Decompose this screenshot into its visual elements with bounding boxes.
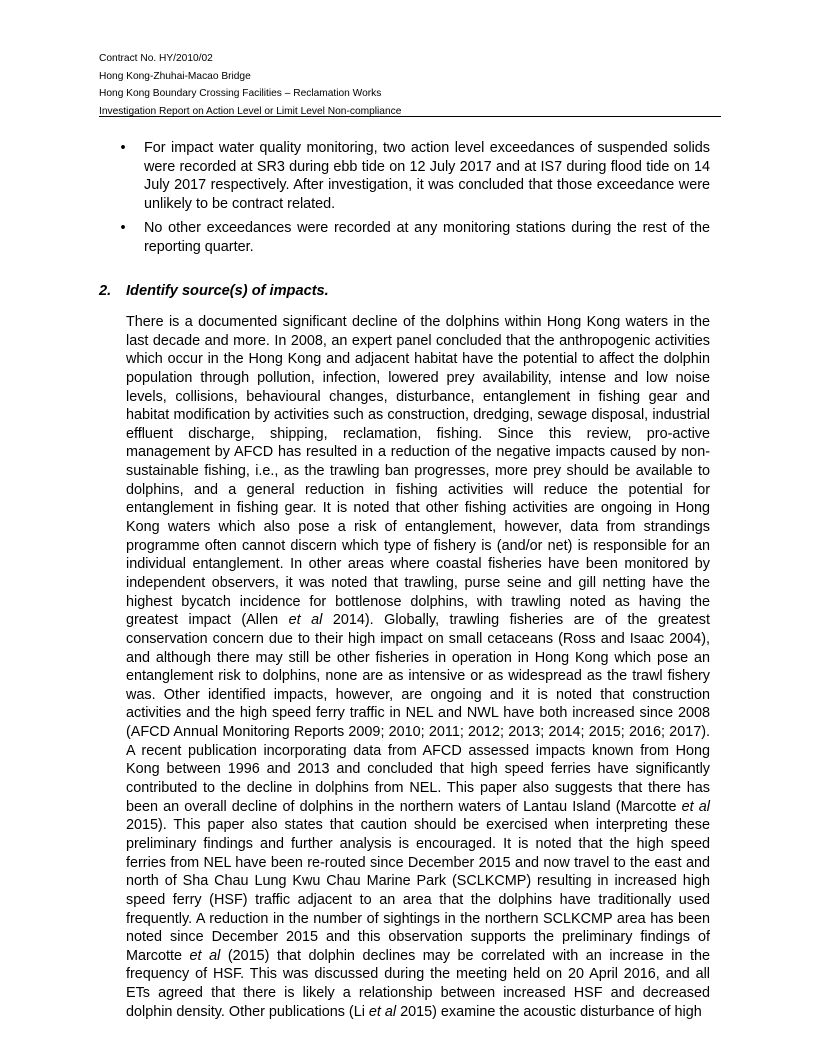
header-works-name: Hong Kong Boundary Crossing Facilities – Reclamation Works [99,88,382,100]
paragraph-line: highest bycatch incidence for bottlenose dolphins, with trawling noted as having the [126,593,710,610]
paragraph-line: independent observers, it was noted that trawling, purse seine and gill netting have the [126,574,710,591]
paragraph-line: which occur in the Hong Kong and adjacent habitat have the potential to affect the dolphin [126,351,710,368]
paragraph-line: management by AFCD has resulted in a reduction of the negative impacts caused by non- [126,444,710,461]
paragraph-line: contributed to the decline in dolphins from NEL. This paper also suggests that there has [126,780,710,797]
bullet-text: For impact water quality monitoring, two action level exceedances of suspended solids were recorded at SR3 during ebb tide on 12 July 2017 and at IS7 during flood tide on 14 July 2017 respectively. After investigation, it was concluded that those exceedance were unlikely to be contract related. [144,140,710,212]
paragraph-line: Kong between 1996 and 2013 and concluded that high speed ferries have significantly [126,761,710,778]
paragraph-line: noted since December 2015 and this observation supports the preliminary findings of [126,929,710,946]
paragraph-line: individual entanglement. In other areas where coastal fisheries have been monitored by [126,556,710,573]
document-header [99,50,721,120]
bullet-text: No other exceedances were recorded at any monitoring stations during the rest of the reporting quarter. [144,220,710,255]
paragraph-line: Marcotte et al (2015) that dolphin declines may be correlated with an increase in the [126,947,711,964]
paragraph-line: entanglement risk to dolphins, none are as intensive or as widespread as the trawl fishery [126,668,710,685]
section-number: 2. [99,283,112,299]
paragraph-line: dolphin density. Other publications (Li et al 2015) examine the acoustic disturbance of high [126,1003,702,1020]
paragraph-line: and although there may still be other fisheries in operation in Hong Kong which pose an [126,649,710,666]
paragraph-line: 2015). This paper also states that caution should be exercised when interpreting these [126,817,710,834]
bullet-list [117,139,710,263]
paragraph-line: last decade and more. In 2008, an expert panel concluded that the anthropogenic activities [126,332,710,349]
section-title-text: Identify source(s) of impacts. [126,283,329,299]
header-report-title: Investigation Report on Action Level or Limit Level Non-compliance [99,105,402,117]
paragraph-line: entanglement in fishing gear. It is noted that other fishing activities are ongoing in Hong [126,500,710,517]
paragraph-line: sustainable fishing, i.e., as the trawling ban progresses, more prey should be available to [126,463,710,480]
paragraph-line: levels, collisions, behavioural changes, disturbance, entanglement in fishing gear and [126,388,710,405]
header-contract-number: Contract No. HY/2010/02 [99,53,213,64]
paragraph-line: habitat modification by activities such as construction, dredging, sewage disposal, industrial [126,407,710,424]
paragraph-line: been an overall decline of dolphins in the northern waters of Lantau Island (Marcotte et al [126,798,710,815]
paragraph-line: activities and the high speed ferry traffic in NEL and NWL have both increased since 2008 [126,705,710,722]
paragraph-line: north of Sha Chau Lung Kwu Chau Marine Park (SCLKCMP) resulting in increased high [126,873,710,890]
paragraph-line: conservation concern due to their high impact on small cetaceans (Ross and Isaac 2004), [126,630,710,647]
paragraph-line: was. Other identified impacts, however, are ongoing and it is noted that construction [126,686,710,703]
paragraph-line: dolphins, and a general reduction in fishing activities will reduce the potential for [126,481,710,498]
header-project-name: Hong Kong-Zhuhai-Macao Bridge [99,70,251,82]
paragraph-line: population through pollution, infection, lowered prey availability, intense and low noise [126,369,710,386]
paragraph-line: A recent publication incorporating data from AFCD assessed impacts known from Hong [126,742,710,759]
paragraph-line: speed ferry (HSF) traffic adjacent to an area that the dolphins have traditionally used [126,891,710,908]
paragraph-line: greatest impact (Allen et al 2014). Globally, trawling fisheries are of the greatest [126,612,711,629]
paragraph-line: effluent discharge, shipping, reclamation, fishing. Since this review, pro-active [126,425,710,442]
paragraph-line: ETs agreed that there is likely a relationship between increased HSF and decreased [126,985,710,1002]
paragraph-line: frequency of HSF. This was discussed during the meeting held on 20 April 2016, and all [126,966,710,983]
paragraph-line: (AFCD Annual Monitoring Reports 2009; 2010; 2011; 2012; 2013; 2014; 2015; 2016; 2017). [126,724,710,741]
paragraph-line: programme often cannot discern which type of fishery is (and/or net) is responsible for an [126,537,710,554]
paragraph-line: preliminary findings and further analysis is encouraged. It is noted that the high speed [126,835,710,852]
section-heading [99,283,329,299]
paragraph-line: There is a documented significant decline of the dolphins within Hong Kong waters in the [126,314,710,330]
paragraph-line: frequently. A reduction in the number of sightings in the northern SCLKCMP area has been [126,910,710,927]
bullet-icon: • [120,220,126,237]
header-divider [99,116,721,117]
bullet-item-water-quality [117,139,710,213]
bullet-item-no-other-exceedances [117,219,710,256]
body-paragraph [126,313,710,1021]
bullet-icon: • [120,140,126,156]
paragraph-line: Kong waters which also pose a risk of entanglement, however, data from strandings [126,519,710,536]
paragraph-line: ferries from NEL have been re-routed since December 2015 and now travel to the east and [126,854,710,871]
